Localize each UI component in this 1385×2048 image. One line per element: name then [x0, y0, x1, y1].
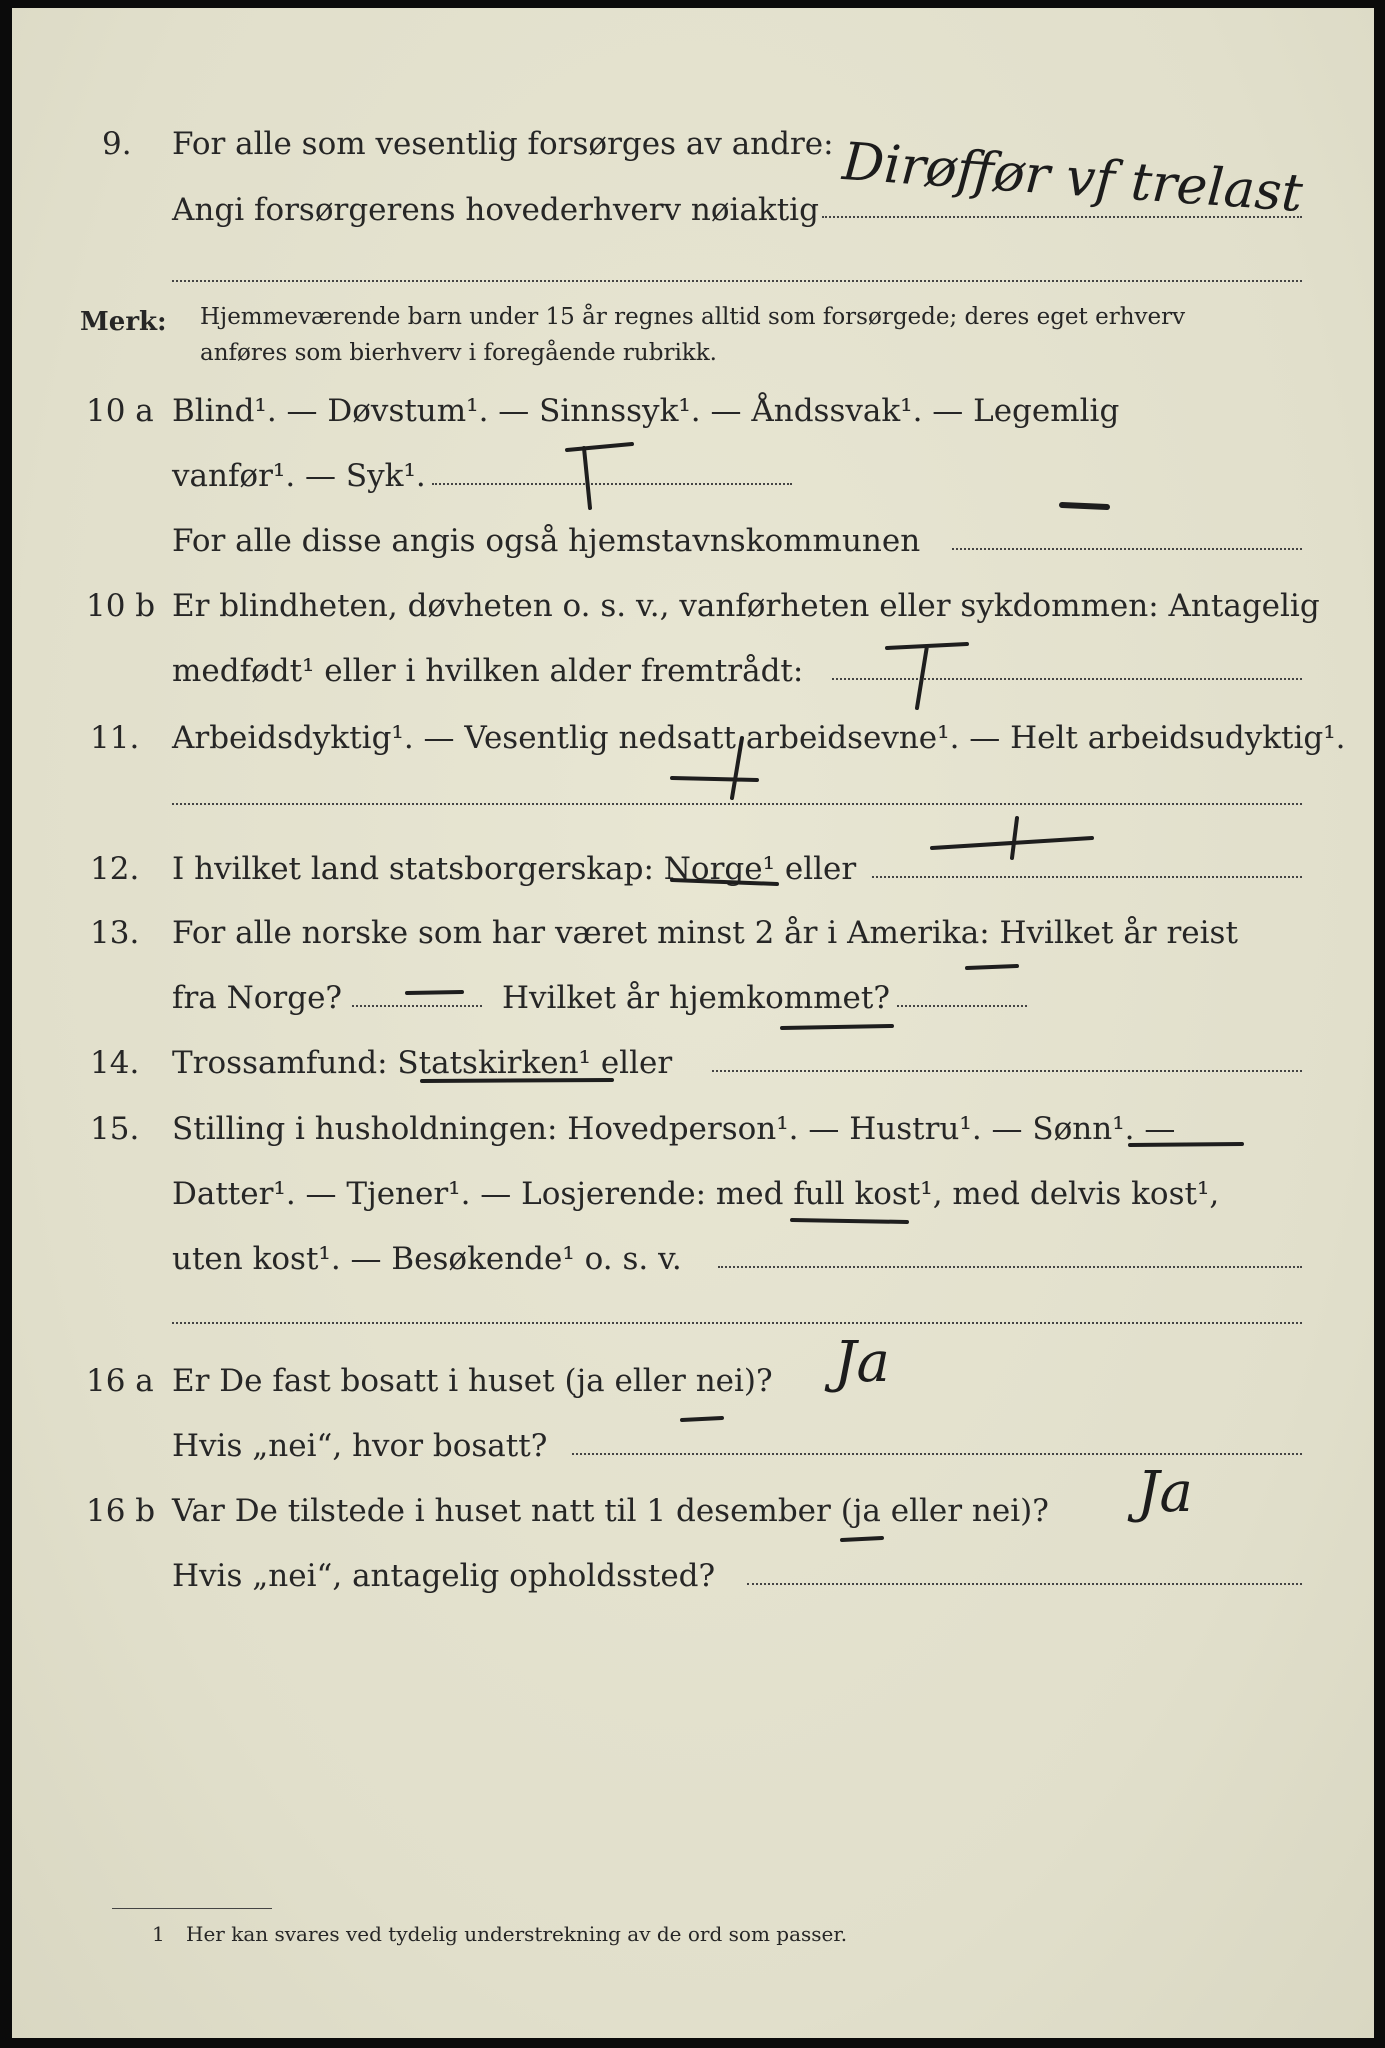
ink-stroke: [584, 448, 590, 508]
question-text: Trossamfund: Statskirken¹ eller: [172, 1045, 673, 1081]
question-text: Stilling i husholdningen: Hovedperson¹. — Hustru¹. — Sønn¹. —: [172, 1111, 1176, 1147]
question-text: Hvis „nei“, antagelig opholdssted?: [172, 1558, 716, 1594]
answer-line: [352, 1005, 482, 1007]
answer-line: [897, 1005, 1027, 1007]
item-number: 16 a: [86, 1363, 154, 1399]
ink-dash: [967, 966, 1017, 968]
ink-dash: [1062, 505, 1107, 507]
question-text: uten kost¹. — Besøkende¹ o. s. v.: [172, 1241, 682, 1277]
question-text: For alle som vesentlig forsørges av andre:: [172, 126, 834, 162]
question-text: fra Norge?: [172, 980, 343, 1016]
question-text: Blind¹. — Døvstum¹. — Sinnssyk¹. — Åndssvak¹. — Legemlig: [172, 393, 1120, 429]
item-number: 10 b: [86, 588, 156, 624]
question-text: Hvis „nei“, hvor bosatt?: [172, 1428, 548, 1464]
footnote-rule: [112, 1908, 272, 1909]
item-number: 11.: [90, 720, 140, 756]
ink-dash: [782, 1026, 892, 1028]
question-text: Hvilket år hjemkommet?: [502, 980, 890, 1016]
note-text: Hjemmeværende barn under 15 år regnes alltid som forsørgede; deres eget erhverv: [200, 304, 1186, 330]
handwritten-answer: Ja: [1137, 1460, 1193, 1525]
ink-dash: [682, 1418, 722, 1420]
item-number: 12.: [90, 851, 140, 887]
paper-sheet: [12, 8, 1374, 2038]
item-number: 9.: [102, 126, 132, 162]
question-text: For alle disse angis også hjemstavnskommunen: [172, 523, 921, 559]
answer-line: [172, 1322, 1302, 1324]
item-number: 10 a: [86, 393, 154, 429]
answer-line: [572, 1453, 1302, 1455]
ink-dash: [567, 444, 632, 450]
ink-stroke: [887, 644, 967, 708]
answer-line: [718, 1266, 1302, 1268]
item-number: 13.: [90, 915, 140, 951]
footnote-text: Her kan svares ved tydelig understrekning av de ord som passer.: [186, 1922, 848, 1946]
handwritten-answer: Dirøffør vf trelast: [840, 131, 1305, 225]
question-text: medfødt¹ eller i hvilken alder fremtrådt:: [172, 653, 804, 689]
answer-line: [712, 1070, 1302, 1072]
question-text: Angi forsørgerens hovederhverv nøiaktig: [172, 192, 819, 228]
question-text: Arbeidsdyktig¹. — Vesentlig nedsatt arbeidsevne¹. — Helt arbeidsudyktig¹.: [172, 720, 1346, 756]
answer-line: [172, 280, 1302, 282]
answer-line: [872, 876, 1302, 878]
question-text: Datter¹. — Tjener¹. — Losjerende: med full kost¹, med delvis kost¹,: [172, 1176, 1220, 1212]
item-number: 14.: [90, 1045, 140, 1081]
question-text: For alle norske som har været minst 2 år i Amerika: Hvilket år reist: [172, 915, 1238, 951]
answer-line: [747, 1583, 1302, 1585]
question-text: I hvilket land statsborgerskap: Norge¹ eller: [172, 851, 857, 887]
ink-dash: [407, 992, 462, 993]
answer-line: [432, 483, 792, 485]
question-text: Er blindheten, døvheten o. s. v., vanførheten eller sykdommen: Antagelig: [172, 588, 1320, 624]
question-text: vanfør¹. — Syk¹.: [172, 458, 426, 494]
footnote-mark: 1: [152, 1922, 165, 1946]
question-text: Var De tilstede i huset natt til 1 desember (ja eller nei)?: [172, 1493, 1049, 1529]
handwritten-answer: Ja: [834, 1330, 890, 1395]
answer-line: [832, 678, 1302, 680]
item-number: 16 b: [86, 1493, 156, 1529]
ink-dash: [842, 1538, 882, 1540]
item-number: 15.: [90, 1111, 140, 1147]
ink-underline: [792, 1220, 907, 1222]
answer-line: [952, 548, 1302, 550]
ink-stroke: [932, 818, 1092, 858]
note-label: Merk:: [80, 307, 167, 337]
question-text: Er De fast bosatt i huset (ja eller nei)?: [172, 1363, 773, 1399]
answer-line: [172, 803, 1302, 805]
note-text: anføres som bierhverv i foregående rubrikk.: [200, 340, 717, 366]
